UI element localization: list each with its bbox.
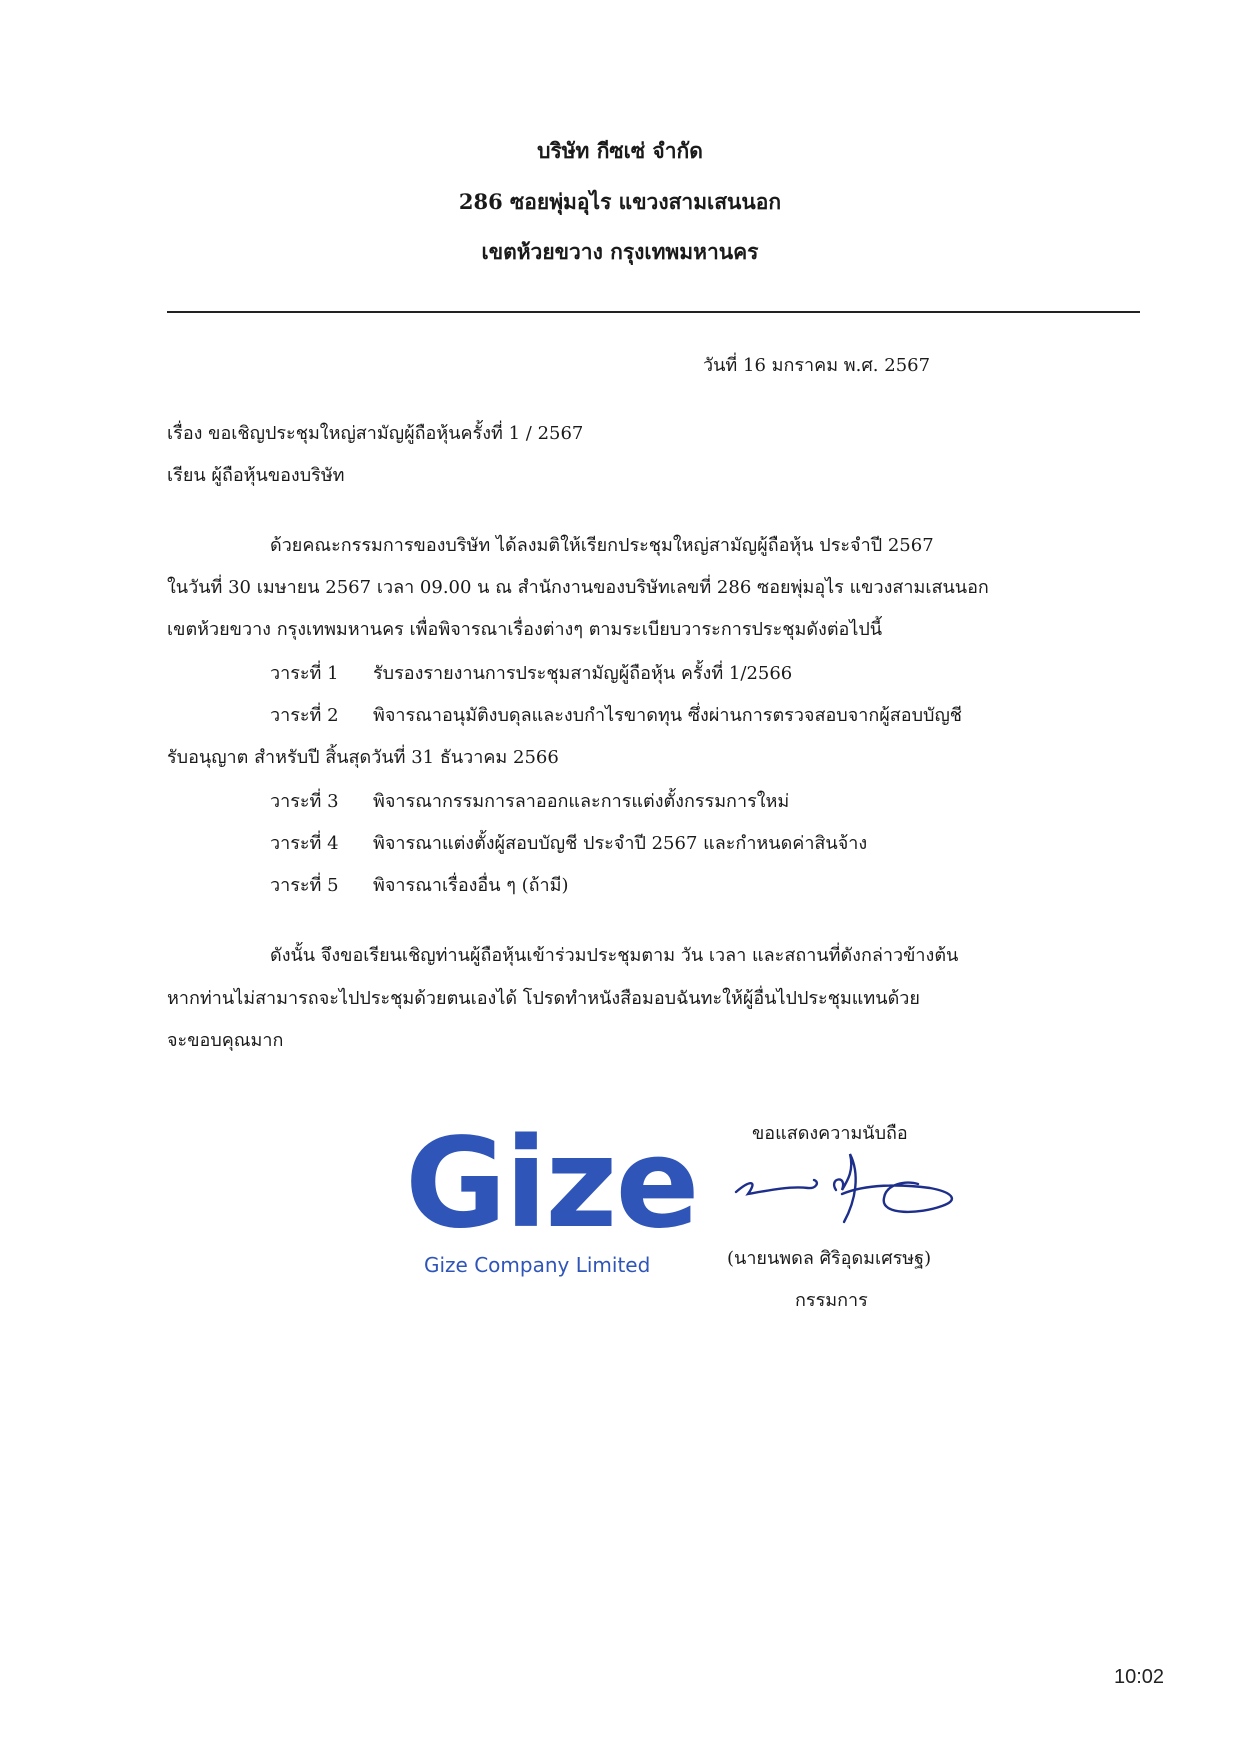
letter-subject: เรื่อง ขอเชิญประชุมใหญ่สามัญผู้ถือหุ้นครั้งที่ 1 / 2567 [167, 423, 584, 444]
company-address-line1: 286 ซอยพุ่มอุไร แขวงสามเสนนอก [458, 189, 782, 214]
body-line-1: ด้วยคณะกรรมการของบริษัท ได้ลงมติให้เรียกประชุมใหญ่สามัญผู้ถือหุ้น ประจำปี 2567 [270, 535, 934, 556]
agenda-2-label: วาระที่ 2 [270, 705, 339, 726]
letter-date: วันที่ 16 มกราคม พ.ศ. 2567 [703, 355, 931, 376]
logo-wordmark: Gize [405, 1112, 698, 1256]
agenda-1-text: รับรองรายงานการประชุมสามัญผู้ถือหุ้น ครั้งที่ 1/2566 [373, 663, 793, 684]
body-line-3: เขตห้วยขวาง กรุงเทพมหานคร เพื่อพิจารณาเรื่องต่างๆ ตามระเบียบวาระการประชุมดังต่อไปนี้ [167, 619, 883, 640]
agenda-4-text: พิจารณาแต่งตั้งผู้สอบบัญชี ประจำปี 2567 และกำหนดค่าสินจ้าง [373, 833, 868, 854]
agenda-4-label: วาระที่ 4 [270, 833, 339, 854]
closing-line-1: ดังนั้น จึงขอเรียนเชิญท่านผู้ถือหุ้นเข้าร่วมประชุมตาม วัน เวลา และสถานที่ดังกล่าวข้างต้น [270, 945, 959, 966]
company-logo [405, 1112, 698, 1292]
company-address-line2: เขตห้วยขวาง กรุงเทพมหานคร [481, 239, 759, 264]
agenda-2-continuation: รับอนุญาต สำหรับปี สิ้นสุดวันที่ 31 ธันวาคม 2566 [167, 747, 559, 768]
signatory-name: (นายนพดล ศิริอุดมเศรษฐ) [727, 1248, 932, 1269]
agenda-1-label: วาระที่ 1 [270, 663, 339, 684]
agenda-3-label: วาระที่ 3 [270, 791, 339, 812]
company-name: บริษัท กีซเซ่ จำกัด [537, 138, 703, 163]
agenda-3-text: พิจารณากรรมการลาออกและการแต่งตั้งกรรมการใหม่ [373, 791, 790, 812]
signature-image [730, 1150, 970, 1235]
letter-recipient: เรียน ผู้ถือหุ้นของบริษัท [167, 465, 345, 486]
agenda-5-text: พิจารณาเรื่องอื่น ๆ (ถ้ามี) [373, 875, 569, 896]
closing-line-3: จะขอบคุณมาก [167, 1030, 284, 1051]
signoff-regards: ขอแสดงความนับถือ [752, 1123, 908, 1144]
logo-subtitle: Gize Company Limited [424, 1253, 651, 1277]
page-number: 10:02 [1114, 1666, 1165, 1688]
header-divider [167, 311, 1140, 313]
body-line-2: ในวันที่ 30 เมษายน 2567 เวลา 09.00 น ณ สำนักงานของบริษัทเลขที่ 286 ซอยพุ่มอุไร แขวงสามเสนนอก [167, 577, 989, 598]
agenda-2-text: พิจารณาอนุมัติงบดุลและงบกำไรขาดทุน ซึ่งผ่านการตรวจสอบจากผู้สอบบัญชี [373, 705, 963, 726]
closing-line-2: หากท่านไม่สามารถจะไปประชุมด้วยตนเองได้ โปรดทำหนังสือมอบฉันทะให้ผู้อื่นไปประชุมแทนด้วย [167, 988, 920, 1009]
agenda-5-label: วาระที่ 5 [270, 875, 339, 896]
signatory-title: กรรมการ [795, 1290, 868, 1311]
